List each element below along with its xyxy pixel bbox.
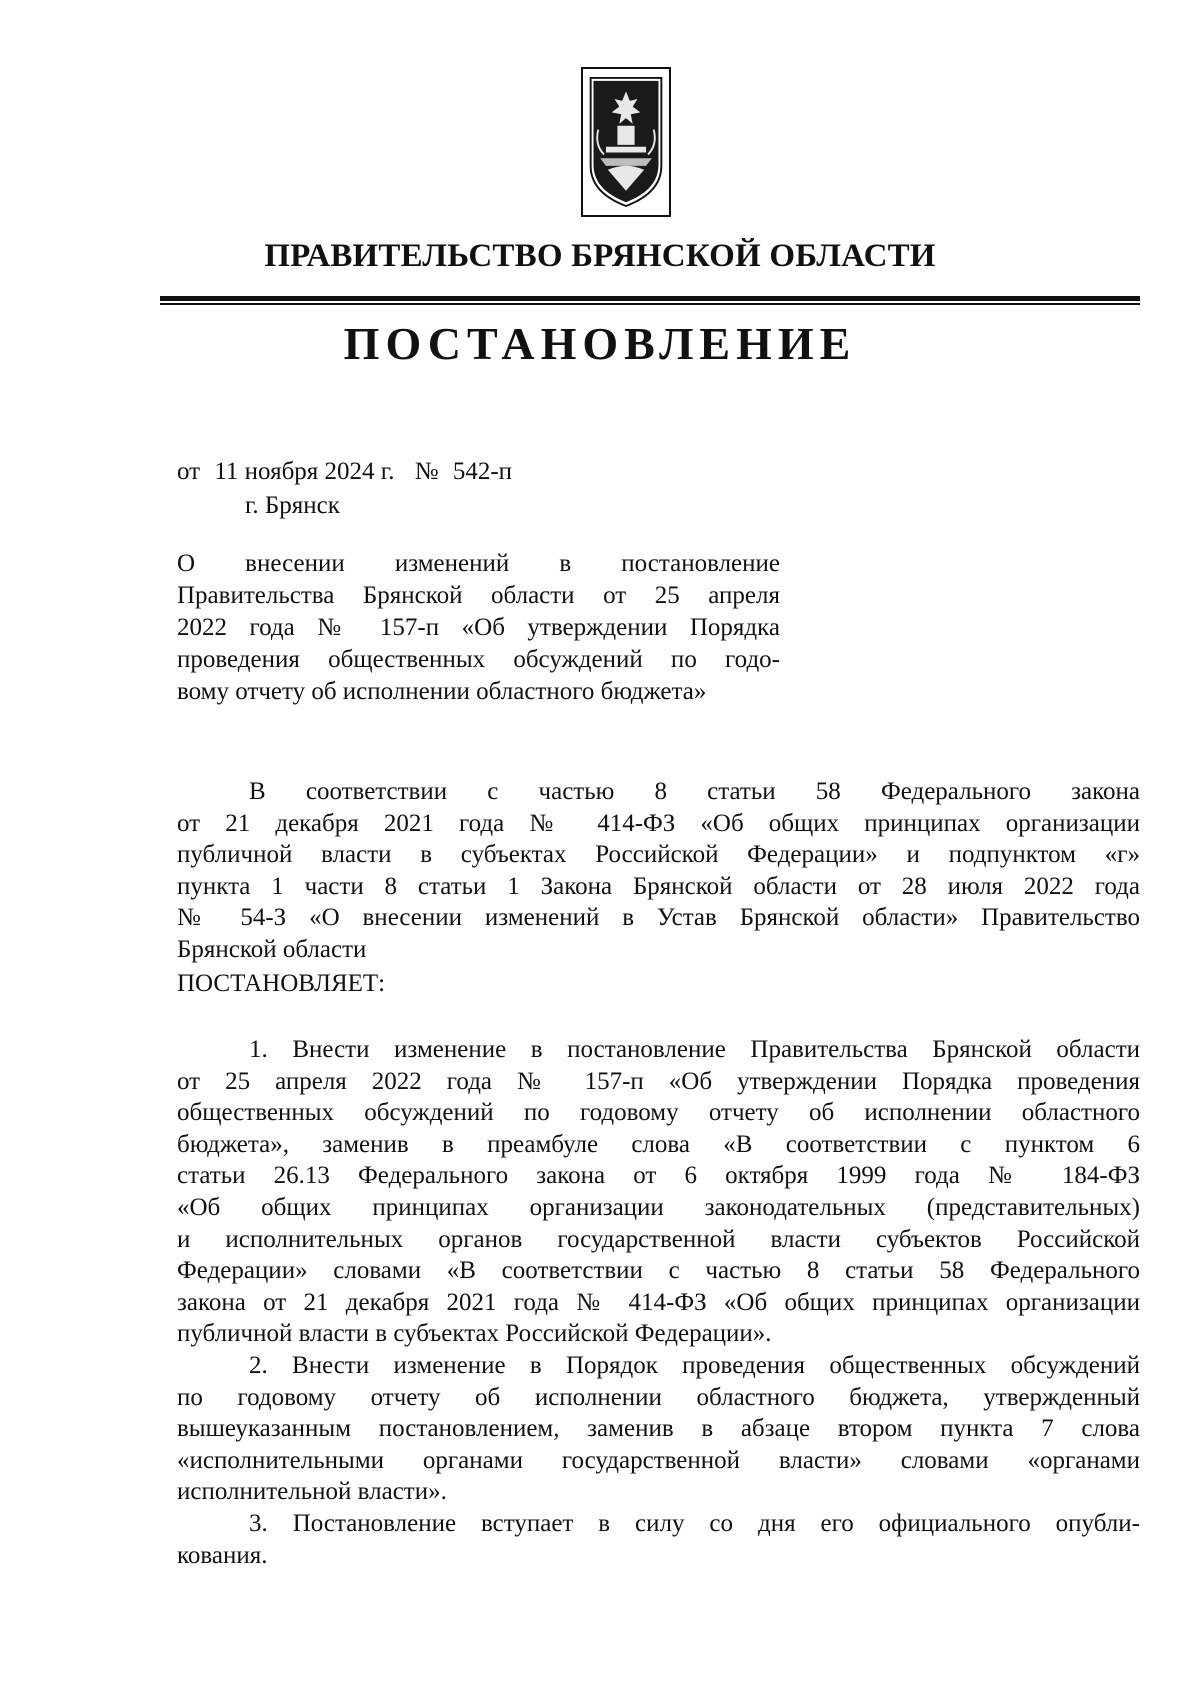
decree-word: ПОСТАНОВЛЯЕТ:	[177, 970, 386, 997]
subject-line: О внесении изменений в постановление	[177, 550, 780, 577]
preamble-line: В соответствии с частью 8 статьи 58 Федерального закона	[249, 778, 1140, 805]
item-1-line: «Об общих принципах организации законодательных (представительных)	[177, 1193, 1140, 1221]
item-1-line: 1. Внести изменение в постановление Правительства Брянской области	[249, 1036, 1140, 1063]
date-prefix: от	[177, 458, 201, 485]
header-rule-thick	[160, 296, 1140, 301]
preamble-line: № 54-З «О внесении изменений в Устав Брянской области» Правительство	[177, 904, 1140, 932]
subject-line: вому отчету об исполнении областного бюджета»	[177, 678, 707, 705]
subject-line: 2022 года № 157-п «Об утверждении Порядка	[177, 614, 780, 641]
preamble-line: публичной власти в субъектах Российской Федерации» и подпунктом «г»	[177, 841, 1140, 869]
preamble	[177, 776, 1140, 966]
item-1-line: общественных обсуждений по годовому отчету об исполнении областного	[177, 1099, 1140, 1127]
date-number-line	[177, 456, 520, 488]
document-number: 542-п	[452, 458, 513, 485]
document-date: 11 ноября 2024 г.	[214, 458, 395, 485]
item-3-line: кования.	[177, 1541, 268, 1569]
subject-line: Правительства Брянской области от 25 апреля	[177, 582, 780, 609]
item-1-line: Федерации» словами «В соответствии с частью 8 статьи 58 Федерального	[177, 1257, 1140, 1285]
coat-of-arms-icon	[581, 67, 671, 217]
item-2-line: по годовому отчету об исполнении областного бюджета, утвержденный	[177, 1383, 1140, 1411]
item-3-line: 3. Постановление вступает в силу со дня его официального опубли-	[249, 1509, 1140, 1537]
item-1-line: закона от 21 декабря 2021 года № 414-ФЗ «Об общих принципах организации	[177, 1288, 1140, 1316]
organization-title: ПРАВИТЕЛЬСТВО БРЯНСКОЙ ОБЛАСТИ	[264, 238, 936, 274]
item-1-line: публичной власти в субъектах Российской Федерации».	[177, 1320, 772, 1348]
document-city: г. Брянск	[245, 492, 340, 519]
header-rule-thin	[160, 303, 1140, 305]
item-2-line: «исполнительными органами государственной власти» словами «органами	[177, 1446, 1140, 1474]
item-1-line: и исполнительных органов государственной власти субъектов Российской	[177, 1225, 1140, 1253]
item-2-line: вышеуказанным постановлением, заменив в абзаце втором пункта 7 слова	[177, 1415, 1140, 1443]
item-1-line: статьи 26.13 Федерального закона от 6 октября 1999 года № 184-ФЗ	[177, 1162, 1140, 1190]
item-2-line: 2. Внести изменение в Порядок проведения общественных обсуждений	[249, 1351, 1140, 1379]
item-1-line: бюджета», заменив в преамбуле слова «В соответствии с пунктом 6	[177, 1130, 1140, 1158]
preamble-line: пункта 1 части 8 статьи 1 Закона Брянской области от 28 июля 2022 года	[177, 872, 1140, 900]
subject-line: проведения общественных обсуждений по годо-	[177, 646, 780, 673]
preamble-line: Брянской области	[177, 935, 367, 963]
coat-of-arms-drawing	[583, 69, 669, 215]
number-sign: №	[414, 458, 439, 485]
document-subject	[177, 548, 780, 708]
document-type-title: ПОСТАНОВЛЕНИЕ	[343, 318, 857, 369]
item-1-line: от 25 апреля 2022 года № 157-п «Об утверждении Порядка проведения	[177, 1067, 1140, 1095]
decree-items	[177, 1034, 1140, 1571]
item-2-line: исполнительной власти».	[177, 1478, 447, 1506]
preamble-line: от 21 декабря 2021 года № 414-ФЗ «Об общих принципах организации	[177, 809, 1140, 837]
